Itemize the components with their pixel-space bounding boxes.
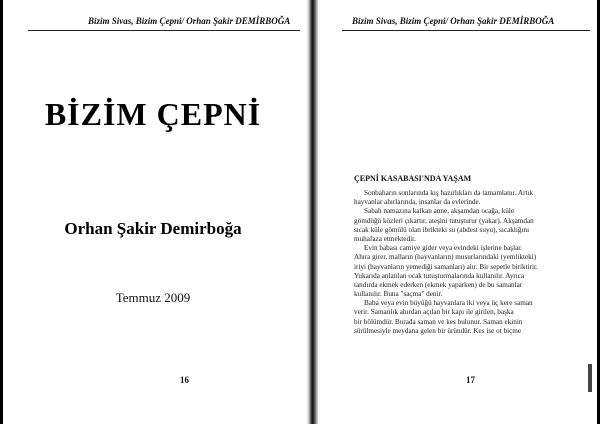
running-header-right: Bizim Sivas, Bizim Çepni/ Orhan Şakir DEMİRBOĞA xyxy=(352,16,555,26)
running-header-left: Bizim Sivas, Bizim Çepni/ Orhan Şakir DEMİRBOĞA xyxy=(88,16,291,26)
body-line: iriyi (hayvanların yemediği samanları) alır. Bir sepetle biriktirir. xyxy=(354,262,538,271)
body-line: Baba veya evin büyüğü hayvanlara iki veya üç kere saman xyxy=(364,299,533,308)
body-line: tandırda ekmek ederken (ekmek yaparken) de bu samanlar xyxy=(354,280,523,289)
scan-edge-left xyxy=(0,0,3,424)
body-line: Ahıra girer, malların (hayvanların) musurlarındaki (yemlikteki) xyxy=(354,253,537,262)
page-number-right: 17 xyxy=(466,375,475,385)
book-gutter xyxy=(306,0,318,424)
chapter-heading: ÇEPNİ KASABASI'NDA YAŞAM xyxy=(354,174,472,183)
body-line: Yukarıda anlatılan ocak tutuşturmalarında kullanılır. Ayrıca xyxy=(354,271,525,280)
scan-edge-mark xyxy=(588,364,592,392)
body-text xyxy=(354,189,594,336)
body-line: Evin babası camiye gider veya evindeki işlerine başlar. xyxy=(364,244,523,253)
body-line: sürülmesiyle meydana gelen bir üründür. Kes ise ot biçme xyxy=(354,326,522,335)
body-line: gömdüğü közleri çıkartır, ateşini tutuşturur (yakar). Akşamdan xyxy=(354,216,534,225)
body-line: hayvanlar ahırlarında, insanlar da evlerinde. xyxy=(354,198,481,207)
book-title: BİZİM ÇEPNİ xyxy=(44,96,262,132)
body-line: Sabah namazına kalkan anne, akşamdan ocağa, küle xyxy=(364,207,515,216)
page-number-left: 16 xyxy=(180,375,189,385)
body-line: Sonbaharın sonlarında kış hazırlıkları da tamamlanır. Artık xyxy=(364,189,534,197)
body-line: kullanılır. Buna "saçma" denir. xyxy=(354,290,443,299)
body-line: bir bölümdür. Burada saman ve kes bulunur. Saman ekinin xyxy=(354,317,523,326)
book-author: Orhan Şakir Demirboğa xyxy=(64,219,242,238)
header-rule-right xyxy=(342,30,590,31)
body-line: verir. Samanlık ahırdan açılan bir kapı ile girilen, başka xyxy=(354,308,514,317)
book-date: Temmuz 2009 xyxy=(115,290,191,305)
header-rule-left xyxy=(28,30,300,31)
right-page xyxy=(318,0,600,424)
body-line: sıcak küle gömülü olan ibrikteki su (abdest suyu), sıcaklığını xyxy=(354,225,530,234)
body-line: muhafaza etmektedir. xyxy=(354,234,416,243)
